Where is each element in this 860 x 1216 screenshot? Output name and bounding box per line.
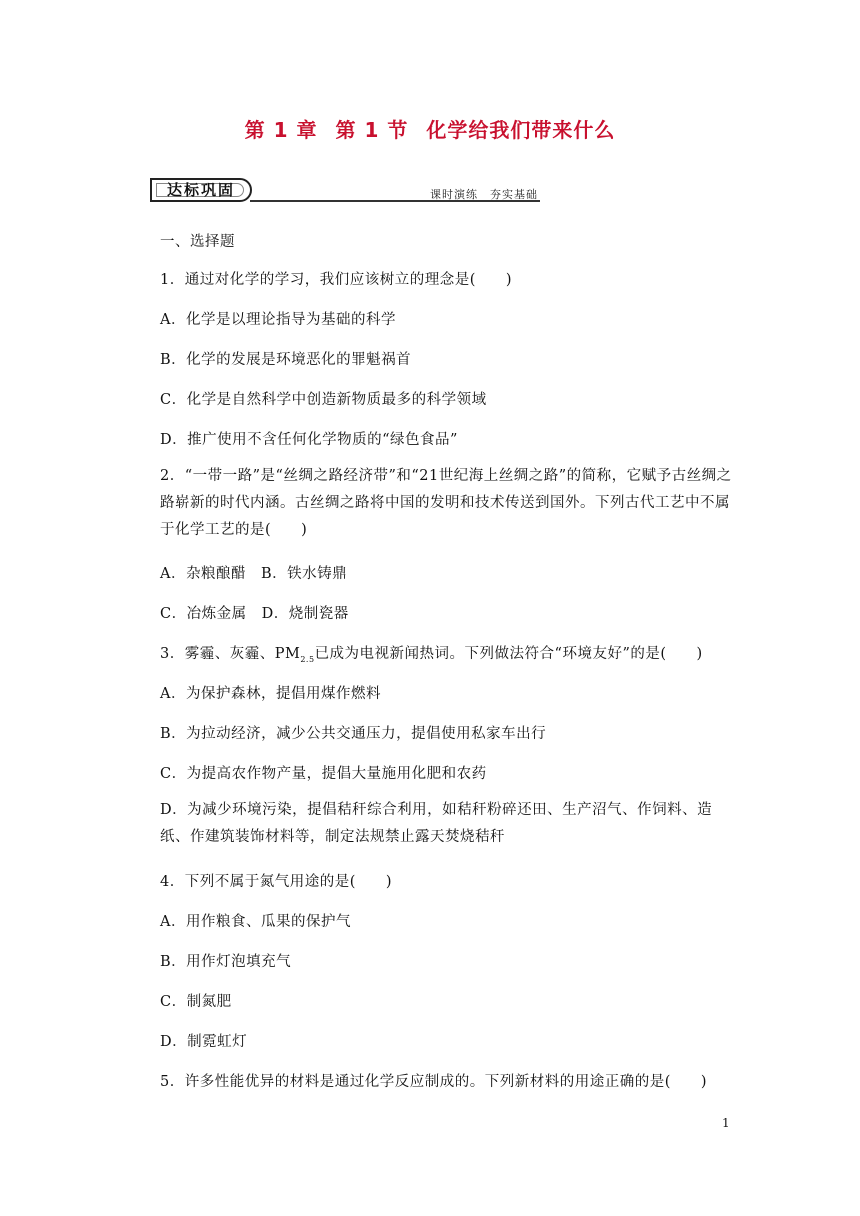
q3-option-b: B．为拉动经济，减少公共交通压力，提倡使用私家车出行 <box>160 726 547 742</box>
q4-stem: 4．下列不属于氮气用途的是( ) <box>160 874 393 890</box>
q2-options-cd: C．冶炼金属 D．烧制瓷器 <box>160 606 349 622</box>
banner-badge: 达标巩固 <box>150 178 252 202</box>
q1-option-a: A．化学是以理论指导为基础的科学 <box>160 312 396 328</box>
q1-option-b: B．化学的发展是环境恶化的罪魁祸首 <box>160 352 412 368</box>
q2-stem: 2．“一带一路”是“丝绸之路经济带”和“21世纪海上丝绸之路”的简称，它赋予古丝绸之路崭新的时代内涵。古丝绸之路将中国的发明和技术传送到国外。下列古代工艺中不属于化学工艺的是( ) <box>160 468 732 538</box>
lesson-title: 化学给我们带来什么 <box>426 118 616 142</box>
q4-option-d: D．制霓虹灯 <box>160 1034 248 1050</box>
section-heading: 一、选择题 <box>160 234 235 250</box>
practice-banner <box>150 176 540 206</box>
q1-stem: 1．通过对化学的学习，我们应该树立的理念是( ) <box>160 272 513 288</box>
q4-option-a: A．用作粮食、瓜果的保护气 <box>160 914 351 930</box>
q4-option-b: B．用作灯泡填充气 <box>160 954 292 970</box>
chapter-label: 第 1 章 <box>244 118 318 142</box>
q3-option-d: D．为减少环境污染，提倡秸秆综合利用，如秸秆粉碎还田、生产沼气、作饲料、造纸、作建筑装饰材料等，制定法规禁止露天焚烧秸秆 <box>160 802 713 845</box>
q5-stem: 5．许多性能优异的材料是通过化学反应制成的。下列新材料的用途正确的是( ) <box>160 1074 708 1090</box>
page-title <box>0 114 860 143</box>
banner-subtitle: 课时演练 夯实基础 <box>430 188 538 201</box>
section-label: 第 1 节 <box>335 118 409 142</box>
q1-option-c: C．化学是自然科学中创造新物质最多的科学领域 <box>160 392 487 408</box>
q3-stem: 3．雾霾、灰霾、$PM_{2.5}$已成为电视新闻热词。下列做法符合“环境友好”的是( ) <box>160 646 703 664</box>
page-number: 1 <box>722 1116 730 1130</box>
q3-option-c: C．为提高农作物产量，提倡大量施用化肥和农药 <box>160 766 487 782</box>
q4-option-c: C．制氮肥 <box>160 994 232 1010</box>
q2-options-ab: A．杂粮酿醋 B．铁水铸鼎 <box>160 566 348 582</box>
q1-option-d: D．推广使用不含任何化学物质的“绿色食品” <box>160 432 458 448</box>
q3-option-a: A．为保护森林，提倡用煤作燃料 <box>160 686 381 702</box>
